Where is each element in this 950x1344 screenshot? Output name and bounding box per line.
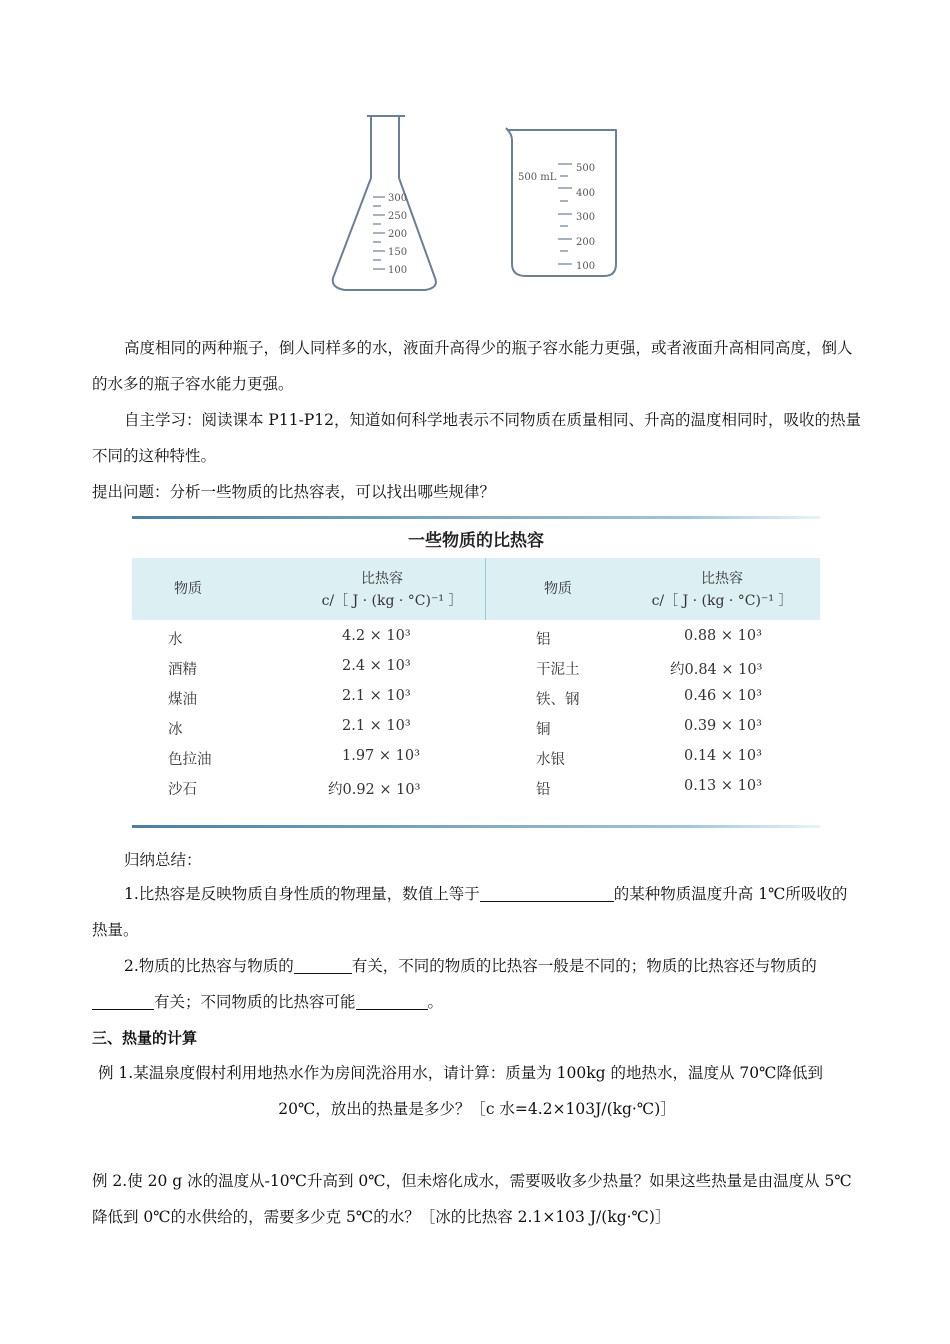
beaker-tick: 400 <box>576 187 596 199</box>
beaker-volume-label: 500 mL <box>518 172 557 183</box>
beaker-tick: 300 <box>576 212 596 223</box>
substance-name: 沙石 <box>168 782 197 798</box>
summary2-text-c: 有关；不同物质的比热容可能 <box>154 993 356 1011</box>
substance-value: 约0.92 × 10³ <box>328 782 421 798</box>
summary1-text-b: 的某种物质温度升高 1℃所吸收的热量。 <box>92 885 848 939</box>
summary-point-1 <box>92 876 862 948</box>
header-shc-right: 比热容 <box>701 571 743 587</box>
flask-tick-labels <box>388 190 407 280</box>
flask-tick: 250 <box>388 211 408 222</box>
substance-name: 水 <box>168 632 183 648</box>
specific-heat-table <box>132 516 820 828</box>
answer-blank[interactable] <box>294 955 352 974</box>
table-bottom-rule <box>132 825 820 828</box>
beaker-tick-labels <box>576 157 595 280</box>
summary2-text-d: 。 <box>427 993 444 1011</box>
summary2-text-b: 有关，不同的物质的比热容一般是不同的；物质的比热容还与物质的 <box>351 957 817 975</box>
substance-value: 0.88 × 10³ <box>684 628 762 644</box>
substance-value: 0.46 × 10³ <box>684 688 762 704</box>
substance-name: 色拉油 <box>168 752 212 768</box>
paragraph-question: 提出问题：分析一些物质的比热容表，可以找出哪些规律？ <box>92 483 496 501</box>
substance-name: 铝 <box>536 632 551 648</box>
summary-title: 归纳总结： <box>124 851 202 869</box>
substance-name: 铅 <box>536 782 551 798</box>
conical-flask-figure <box>325 110 445 295</box>
substance-value: 1.97 × 10³ <box>342 748 420 764</box>
summary-point-2 <box>92 948 862 1020</box>
header-substance-right: 物质 <box>544 581 572 597</box>
example-2: 例 2.使 20 g 冰的温度从-10℃升高到 0℃，但未熔化成水，需要吸收多少热量？如果这些热量是由温度从 5℃降低到 0℃的水供给的，需要多少克 5℃的水？［冰的比热容 2.1×103 J/(kg·℃)］ <box>92 1172 852 1226</box>
substance-name: 水银 <box>536 752 565 768</box>
flask-tick: 200 <box>388 229 408 240</box>
substance-value: 2.4 × 10³ <box>342 658 411 674</box>
substance-name: 煤油 <box>168 692 197 708</box>
flask-tick: 100 <box>388 265 408 276</box>
header-substance-left: 物质 <box>174 581 202 597</box>
substance-value: 2.1 × 10³ <box>342 688 411 704</box>
table-header-divider <box>485 558 486 620</box>
header-unit-right: c/［ J · (kg · °C)⁻¹ ］ <box>651 593 793 609</box>
substance-value: 0.14 × 10³ <box>684 748 762 764</box>
table-top-rule <box>132 516 820 519</box>
summary2-text-a: 2.物质的比热容与物质的 <box>124 957 294 975</box>
beaker-tick: 200 <box>576 236 596 248</box>
summary1-text-a: 1.比热容是反映物质自身性质的物理量，数值上等于 <box>124 885 480 903</box>
example-1-line-2: 20℃，放出的热量是多少？［c 水=4.2×103J/(kg·℃)］ <box>278 1100 676 1118</box>
header-shc-left: 比热容 <box>361 571 403 587</box>
header-unit-left: c/［ J · (kg · °C)⁻¹ ］ <box>321 593 463 609</box>
answer-blank[interactable] <box>480 883 614 902</box>
substance-name: 铜 <box>536 722 551 738</box>
paragraph-bottle-capacity: 高度相同的两种瓶子，倒人同样多的水，液面升高得少的瓶子容水能力更强，或者液面升高相同高度，倒人的水多的瓶子容水能力更强。 <box>92 339 853 393</box>
table-title: 一些物质的比热容 <box>408 531 544 551</box>
beaker-tick: 500 <box>576 163 596 174</box>
substance-name: 干泥土 <box>536 662 580 678</box>
beaker-tick: 100 <box>576 261 596 272</box>
substance-value: 4.2 × 10³ <box>342 628 411 644</box>
substance-name: 冰 <box>168 722 183 738</box>
substance-value: 2.1 × 10³ <box>342 718 411 734</box>
substance-name: 铁、钢 <box>536 692 580 708</box>
substance-value: 约0.84 × 10³ <box>670 662 763 678</box>
paragraph-self-study: 自主学习：阅读课本 P11-P12，知道如何科学地表示不同物质在质量相同、升高的温度相同时，吸收的热量不同的这种特性。 <box>92 411 861 465</box>
beaker-figure <box>500 124 628 284</box>
example-1-line-1: 例 1.某温泉度假村利用地热水作为房间洗浴用水，请计算：质量为 100kg 的地热水，温度从 70℃降低到 <box>98 1064 823 1082</box>
section-heading-heat-calculation: 三、热量的计算 <box>92 1029 198 1047</box>
substance-name: 酒精 <box>168 662 197 678</box>
flask-tick: 150 <box>388 247 408 258</box>
answer-blank[interactable] <box>356 991 428 1010</box>
answer-blank[interactable] <box>92 991 154 1010</box>
substance-value: 0.39 × 10³ <box>684 718 762 734</box>
flask-tick: 300 <box>388 193 408 204</box>
substance-value: 0.13 × 10³ <box>684 778 762 794</box>
